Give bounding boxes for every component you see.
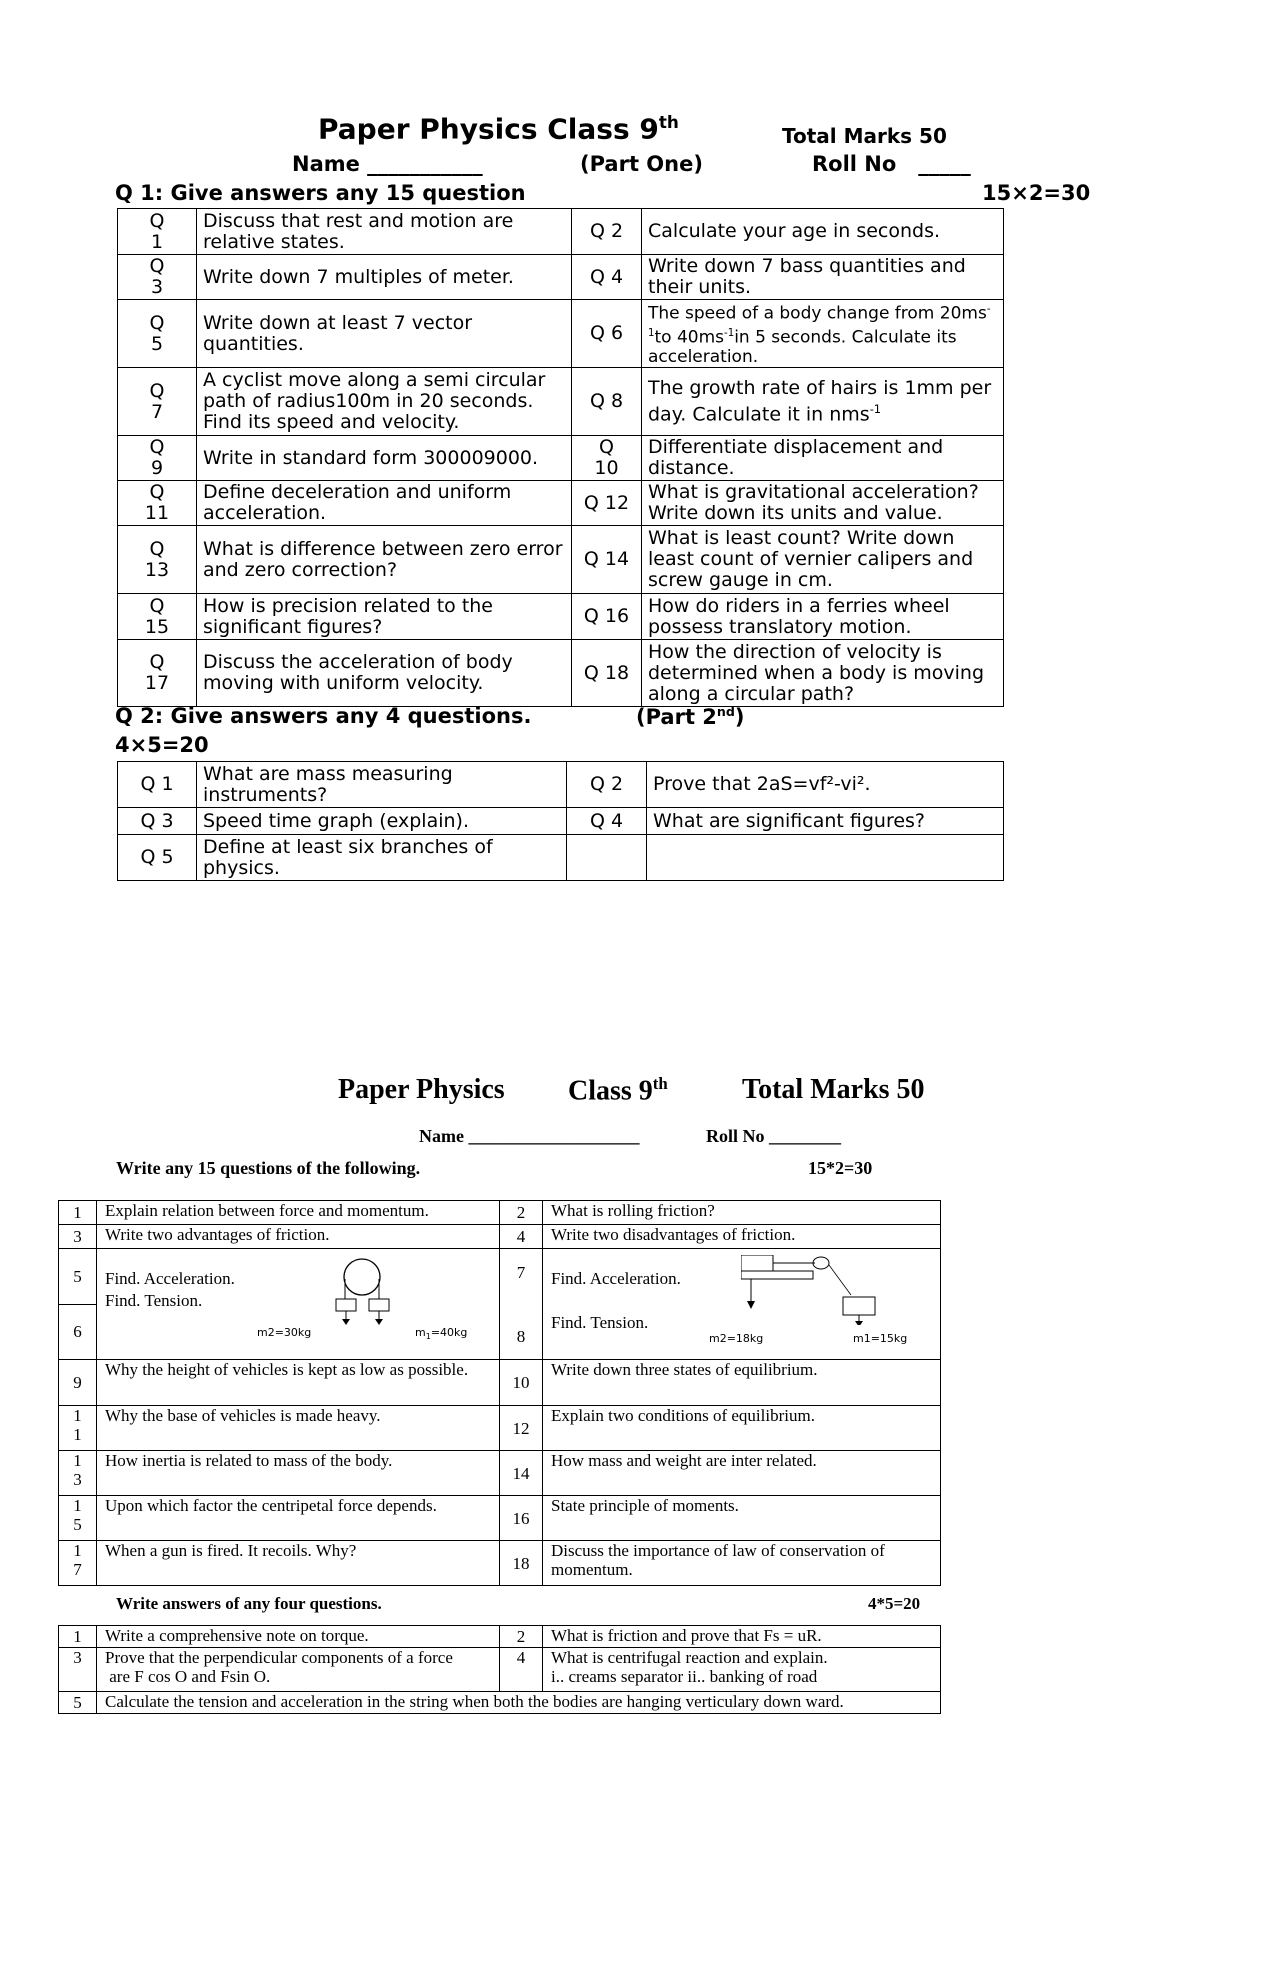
question-text: Define deceleration and uniform acceleration. <box>197 481 572 526</box>
question-number: Q 11 <box>118 481 197 526</box>
roll-field-2: Roll No ________ <box>706 1126 841 1146</box>
table-row <box>118 526 1004 594</box>
table-row <box>59 1360 941 1406</box>
question-text: How the direction of velocity is determined when a body is moving along a circular path? <box>642 640 1004 707</box>
table-row <box>59 1541 941 1586</box>
paper-title-text: Paper Physics Class 9 <box>318 112 659 146</box>
table-row <box>59 1406 941 1451</box>
class-label-2: Class 9th <box>568 1074 668 1107</box>
q2-heading-2: Write answers of any four questions. <box>116 1594 382 1613</box>
q2-heading: Q 2: Give answers any 4 questions. <box>115 704 532 728</box>
name-field-2: Name ___________________ <box>419 1126 640 1146</box>
question-text: Prove that the perpendicular components of a force are F cos O and Fsin O. <box>97 1648 500 1692</box>
question-number: 3 <box>59 1648 97 1692</box>
mass-label: m2=30kg <box>257 1326 312 1339</box>
question-number: 1 1 <box>59 1406 97 1451</box>
question-text: How mass and weight are inter related. <box>543 1451 941 1496</box>
roll-label: Roll No <box>812 152 897 176</box>
question-number: Q 7 <box>118 368 197 436</box>
table-row <box>59 1496 941 1541</box>
figure-question-left: Find. Acceleration. Find. Tension. m2=30kg $m_1=40kg$ <box>97 1249 500 1360</box>
table-row <box>118 808 1004 835</box>
question-text: How is precision related to the significant figures? <box>197 594 572 640</box>
question-number: Q 4 <box>572 255 642 300</box>
question-number: 1 3 <box>59 1451 97 1496</box>
figure-question-right: Find. Acceleration. Find. Tension. m2=18kg m1=15kg <box>543 1249 941 1360</box>
question-text: Why the base of vehicles is made heavy. <box>97 1406 500 1451</box>
question-text: Write a comprehensive note on torque. <box>97 1626 500 1648</box>
question-number: 5 <box>59 1692 97 1714</box>
table-row <box>59 1626 941 1648</box>
question-text: The speed of a body change from $20ms^{-1}to$ $40ms^{-1}in$ 5 seconds. Calculate its acceleration. <box>642 300 1004 368</box>
question-text: Write in standard form 300009000. <box>197 436 572 481</box>
question-text: Upon which factor the centripetal force depends. <box>97 1496 500 1541</box>
question-number: Q 12 <box>572 481 642 526</box>
question-number: 9 <box>59 1360 97 1406</box>
table-row <box>118 255 1004 300</box>
question-text: Differentiate displacement and distance. <box>642 436 1004 481</box>
question-number: Q 13 <box>118 526 197 594</box>
mass-label: m1=15kg <box>853 1332 908 1345</box>
question-text: Calculate the tension and acceleration in the string when both the bodies are hanging verticulary down ward. <box>97 1692 941 1714</box>
q1-heading-2: Write any 15 questions of the following. <box>116 1158 421 1178</box>
question-text: State principle of moments. <box>543 1496 941 1541</box>
part-label: (Part One) <box>580 152 703 176</box>
question-number: Q 16 <box>572 594 642 640</box>
q1-marks: 15×2=30 <box>982 181 1091 205</box>
q1-heading: Q 1: Give answers any 15 question <box>115 181 526 205</box>
question-number: Q 18 <box>572 640 642 707</box>
table-row <box>59 1692 941 1714</box>
table-row <box>118 640 1004 707</box>
table-row <box>118 835 1004 881</box>
question-number: Q 2 <box>572 209 642 255</box>
mass-label: $m_1=40kg$ <box>415 1326 468 1342</box>
question-text: What is rolling friction? <box>543 1201 941 1225</box>
table-row <box>118 436 1004 481</box>
table-row <box>118 209 1004 255</box>
table-row <box>118 368 1004 436</box>
question-text: What is gravitational acceleration? Write down its units and value. <box>642 481 1004 526</box>
question-number: 2 <box>500 1201 543 1225</box>
question-number: Q 3 <box>118 808 197 835</box>
question-number: 1 7 <box>59 1541 97 1586</box>
question-text: Write two disadvantages of friction. <box>543 1225 941 1249</box>
question-text: What are mass measuring instruments? <box>197 762 567 808</box>
question-number: 5 6 <box>59 1249 97 1360</box>
question-number: 16 <box>500 1496 543 1541</box>
question-number: Q 1 <box>118 762 197 808</box>
question-number: 4 <box>500 1648 543 1692</box>
question-number: Q 2 <box>567 762 647 808</box>
question-number: Q 6 <box>572 300 642 368</box>
question-number: 10 <box>500 1360 543 1406</box>
question-number: 7 8 <box>500 1249 543 1360</box>
question-text: What are significant figures? <box>647 808 1004 835</box>
q2-part-label: (Part 2nd) <box>636 704 745 729</box>
question-number: Q 14 <box>572 526 642 594</box>
question-number: 18 <box>500 1541 543 1586</box>
paper-title <box>318 112 679 145</box>
question-number: Q 5 <box>118 835 197 881</box>
pulley-diagram-right <box>741 1255 901 1325</box>
question-number: Q 9 <box>118 436 197 481</box>
table-row <box>59 1451 941 1496</box>
part-two-q2-table <box>58 1625 941 1714</box>
question-text: Discuss the importance of law of conservation of momentum. <box>543 1541 941 1586</box>
question-text: Prove that 2aS=vf²-vi². <box>647 762 1004 808</box>
question-text: What is centrifugal reaction and explain. i.. creams separator ii.. banking of road <box>543 1648 941 1692</box>
question-number: 14 <box>500 1451 543 1496</box>
part-one-q1-table <box>117 208 1004 707</box>
q2-marks: 4×5=20 <box>115 733 209 757</box>
question-number: Q 15 <box>118 594 197 640</box>
question-text: Write down at least 7 vector quantities. <box>197 300 572 368</box>
question-text: What is friction and prove that Fs = uR. <box>543 1626 941 1648</box>
title-superscript: th <box>658 112 679 132</box>
question-number: Q 1 <box>118 209 197 255</box>
question-number: 1 <box>59 1201 97 1225</box>
part-two-q1-table <box>58 1200 941 1586</box>
question-text: How inertia is related to mass of the body. <box>97 1451 500 1496</box>
roll-blank: _____ <box>918 152 971 176</box>
question-number: Q 5 <box>118 300 197 368</box>
table-row <box>59 1648 941 1692</box>
question-number: 4 <box>500 1225 543 1249</box>
pulley-diagram-left <box>335 1255 435 1325</box>
question-number: Q 8 <box>572 368 642 436</box>
roll-field <box>812 152 971 176</box>
table-row <box>59 1225 941 1249</box>
question-text: Write two advantages of friction. <box>97 1225 500 1249</box>
total-marks-2: Total Marks 50 <box>742 1074 925 1105</box>
question-text: Define at least six branches of physics. <box>197 835 567 881</box>
question-text: Discuss that rest and motion are relative states. <box>197 209 572 255</box>
question-text: What is least count? Write down least count of vernier calipers and screw gauge in cm. <box>642 526 1004 594</box>
question-text: Write down 7 multiples of meter. <box>197 255 572 300</box>
question-text: How do riders in a ferries wheel possess translatory motion. <box>642 594 1004 640</box>
question-number <box>567 835 647 881</box>
question-number: Q 10 <box>572 436 642 481</box>
question-number: 12 <box>500 1406 543 1451</box>
q1-marks-2: 15*2=30 <box>808 1158 873 1178</box>
question-text: Discuss the acceleration of body moving with uniform velocity. <box>197 640 572 707</box>
question-text: Write down 7 bass quantities and their units. <box>642 255 1004 300</box>
question-number: 1 5 <box>59 1496 97 1541</box>
question-text <box>647 835 1004 881</box>
question-number: Q 3 <box>118 255 197 300</box>
question-number: Q 17 <box>118 640 197 707</box>
paper-title-2: Paper Physics <box>338 1074 505 1105</box>
question-number: 3 <box>59 1225 97 1249</box>
question-text: Why the height of vehicles is kept as low as possible. <box>97 1360 500 1406</box>
table-row <box>118 300 1004 368</box>
question-number: 1 <box>59 1626 97 1648</box>
question-text: When a gun is fired. It recoils. Why? <box>97 1541 500 1586</box>
table-row <box>59 1201 941 1225</box>
q2-marks-2: 4*5=20 <box>868 1594 921 1613</box>
question-text: A cyclist move along a semi circular path of radius100m in 20 seconds. Find its speed and velocity. <box>197 368 572 436</box>
table-row <box>118 481 1004 526</box>
mass-label: m2=18kg <box>709 1332 764 1345</box>
question-text: Write down three states of equilibrium. <box>543 1360 941 1406</box>
question-text: Calculate your age in seconds. <box>642 209 1004 255</box>
question-text: What is difference between zero error and zero correction? <box>197 526 572 594</box>
question-text: Explain relation between force and momentum. <box>97 1201 500 1225</box>
total-marks: Total Marks 50 <box>782 124 947 148</box>
part-one-q2-table <box>117 761 1004 881</box>
figure-row <box>59 1249 941 1360</box>
name-field: Name ___________ <box>292 152 483 176</box>
question-text: The growth rate of hairs is 1mm per day. Calculate it in nms$^{-1}$ <box>642 368 1004 436</box>
question-number: 2 <box>500 1626 543 1648</box>
question-number: Q 4 <box>567 808 647 835</box>
question-text: Explain two conditions of equilibrium. <box>543 1406 941 1451</box>
table-row <box>118 594 1004 640</box>
table-row <box>118 762 1004 808</box>
question-text: Speed time graph (explain). <box>197 808 567 835</box>
